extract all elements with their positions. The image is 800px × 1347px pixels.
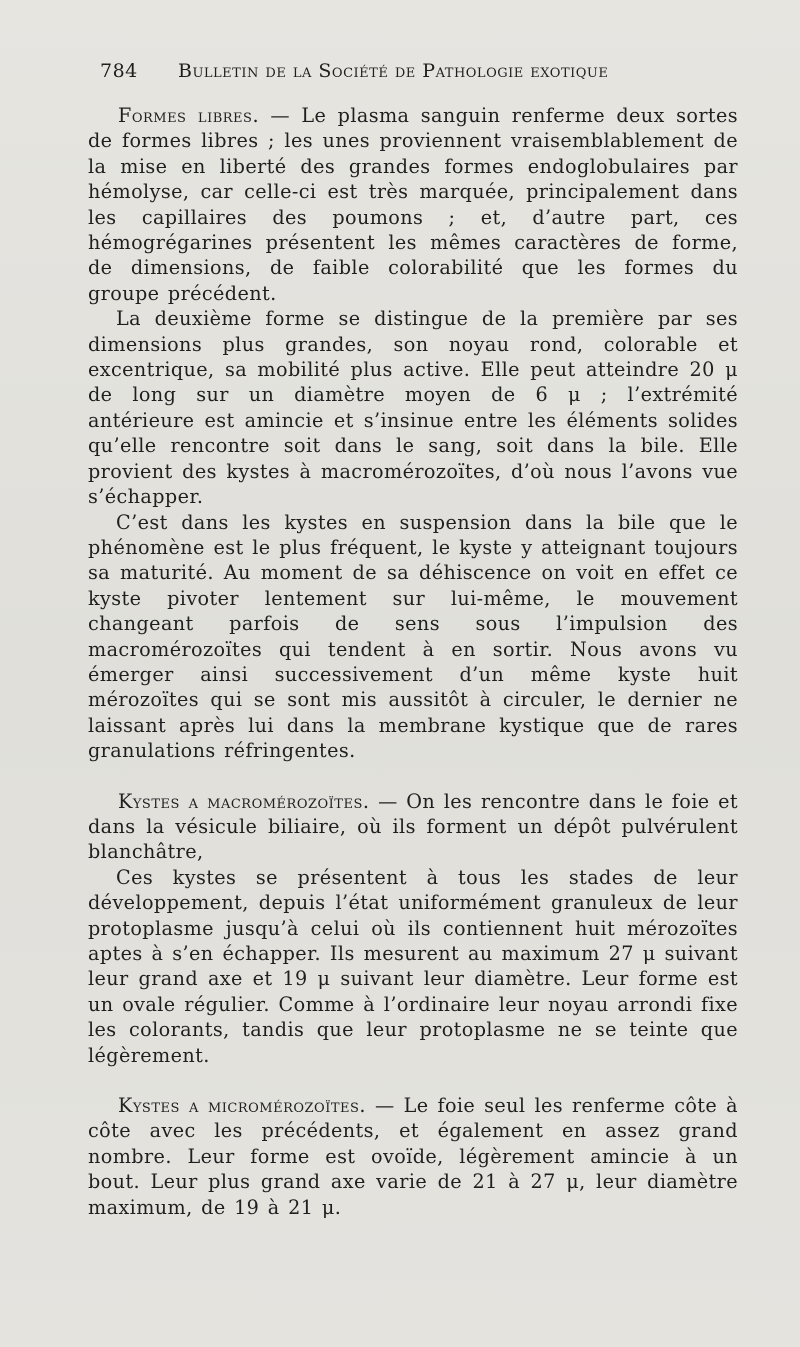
paragraph-text: — On les rencontre dans le foie et dans la vésicule biliaire, où ils forment un dépôt pulvérulent blanchâtre, (88, 789, 738, 864)
paragraph-text: — Le plasma sanguin renferme deux sortes de formes libres ; les unes proviennent vraisemblablement de la mise en liberté des grandes formes endoglobulaires par hémolyse, car celle-ci est très marquée, principalement dans les capillaires des poumons ; et, d’autre part, ces hémogrégarines présentent les mêmes caractères de forme, de dimensions, de faible colorabilité que les formes du groupe précédent. (88, 104, 739, 305)
section-heading: Kystes a micromérozoïtes. (118, 1094, 367, 1118)
paragraph-text: La deuxième forme se distingue de la première par ses dimensions plus grandes, son noyau rond, colorable et excentrique, sa mobilité plus active. Elle peut atteindre 20 μ de long sur un diamètre moyen de 6 μ ; l’extrémité antérieure est amincie et s’insinue entre les éléments solides qu’elle rencontre soit dans le sang, soit dans la bile. Elle provient des kystes à macromérozoïtes, d’où nous l’avons vue s’échapper. (88, 307, 738, 509)
paragraph (88, 865, 738, 1068)
running-header (100, 60, 740, 92)
page-number: 784 (100, 60, 138, 82)
paragraph (88, 306, 738, 509)
paragraph-formes-libres (88, 103, 738, 306)
section-heading: Formes libres. (118, 104, 260, 127)
paragraph-kystes-macromerozoites (88, 789, 738, 865)
section-heading: Kystes a macromérozoïtes. (118, 789, 370, 813)
paragraph (88, 510, 738, 764)
paragraph-text: C’est dans les kystes en suspension dans la bile que le phénomène est le plus fréquent, le kyste y atteignant toujours sa maturité. Au moment de sa déhiscence on voit en effet ce kyste pivoter lentement sur lui-même, le mouvement changeant parfois de sens sous l’impulsion des macromérozoïtes qui tendent à en sortir. Nous avons vu émerger ainsi successivement d’un même kyste huit mérozoïtes qui se sont mis aussitôt à circuler, le dernier ne laissant après lui dans la membrane kystique que de rares granulations réfringentes. (88, 510, 738, 763)
body-text (88, 103, 738, 1220)
paragraph-kystes-micromerozoites (88, 1093, 738, 1220)
paragraph-text: Ces kystes se présentent à tous les stades de leur développement, depuis l’état uniformément granuleux de leur protoplasme jusqu’à celui où ils contiennent huit mérozoïtes aptes à s’en échapper. Ils mesurent au maximum 27 μ suivant leur grand axe et 19 μ suivant leur diamètre. Leur forme est un ovale régulier. Comme à l’ordinaire leur noyau arrondi fixe les colorants, tandis que leur protoplasme ne se teinte que légèrement. (88, 865, 738, 1067)
paragraph-text: — Le foie seul les renferme côte à côte avec les précédents, et également en assez grand nombre. Leur forme est ovoïde, légèrement amincie à un bout. Leur plus grand axe varie de 21 à 27 μ, leur diamètre maximum, de 19 à 21 μ. (88, 1094, 738, 1219)
journal-title: Bulletin de la Société de Pathologie exotique (178, 60, 609, 82)
